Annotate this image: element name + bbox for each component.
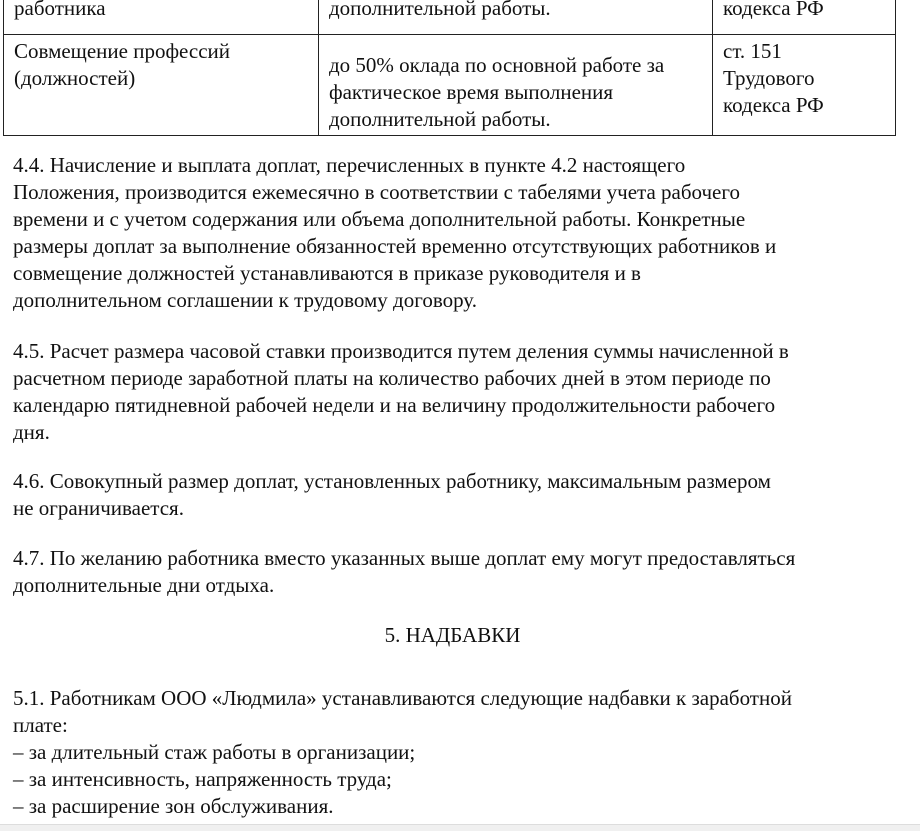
table-cell-type (4, 0, 319, 35)
cell-text: ст. 151 Трудового кодекса РФ (723, 39, 824, 117)
allowance-table (3, 0, 896, 136)
paragraph-4-4: 4.4. Начисление и выплата доплат, перечисленных в пункте 4.2 настоящего Положения, производится ежемесячно в соответствии с табелями учета рабочего времени и с учетом содержания или объема дополнительной работы. Конкретные размеры доплат за выполнение обязанностей временно отсутствующих работников и совмещение должностей устанавливаются в приказе руководителя и в дополнительном соглашении к трудовому договору. (13, 153, 777, 312)
table-cell-type (4, 35, 319, 136)
cell-text: работника (14, 0, 106, 20)
paragraph-4-6: 4.6. Совокупный размер доплат, установленных работнику, максимальным размером не ограничивается. (13, 469, 771, 520)
cell-text: дополнительной работы. (329, 0, 551, 20)
cell-text: до 50% оклада по основной работе за фактическое время выполнения дополнительной работы. (329, 53, 665, 131)
paragraph-4-7: 4.7. По желанию работника вместо указанных выше доплат ему могут предоставляться дополнительные дни отдыха. (13, 546, 796, 597)
cell-text: Совмещение профессий (должностей) (14, 39, 231, 90)
table-cell-basis (713, 35, 896, 136)
table-cell-amount (319, 0, 713, 35)
paragraph-5-1: 5.1. Работникам ООО «Людмила» устанавливаются следующие надбавки к заработной плате: – за длительный стаж работы в организации; – за интенсивность, напряженность труда; – за расширение зон обслуживания. (13, 686, 792, 818)
table-row (4, 0, 896, 35)
table-cell-amount (319, 35, 713, 136)
table-row (4, 35, 896, 136)
table-cell-basis (713, 0, 896, 35)
section-heading: 5. НАДБАВКИ (384, 623, 521, 647)
cell-text: кодекса РФ (723, 0, 824, 20)
paragraph-4-5: 4.5. Расчет размера часовой ставки производится путем деления суммы начисленной в расчетном периоде заработной платы на количество рабочих дней в этом периоде по календарю пятидневной рабочей недели и на величину продолжительности рабочего дня. (13, 339, 789, 444)
